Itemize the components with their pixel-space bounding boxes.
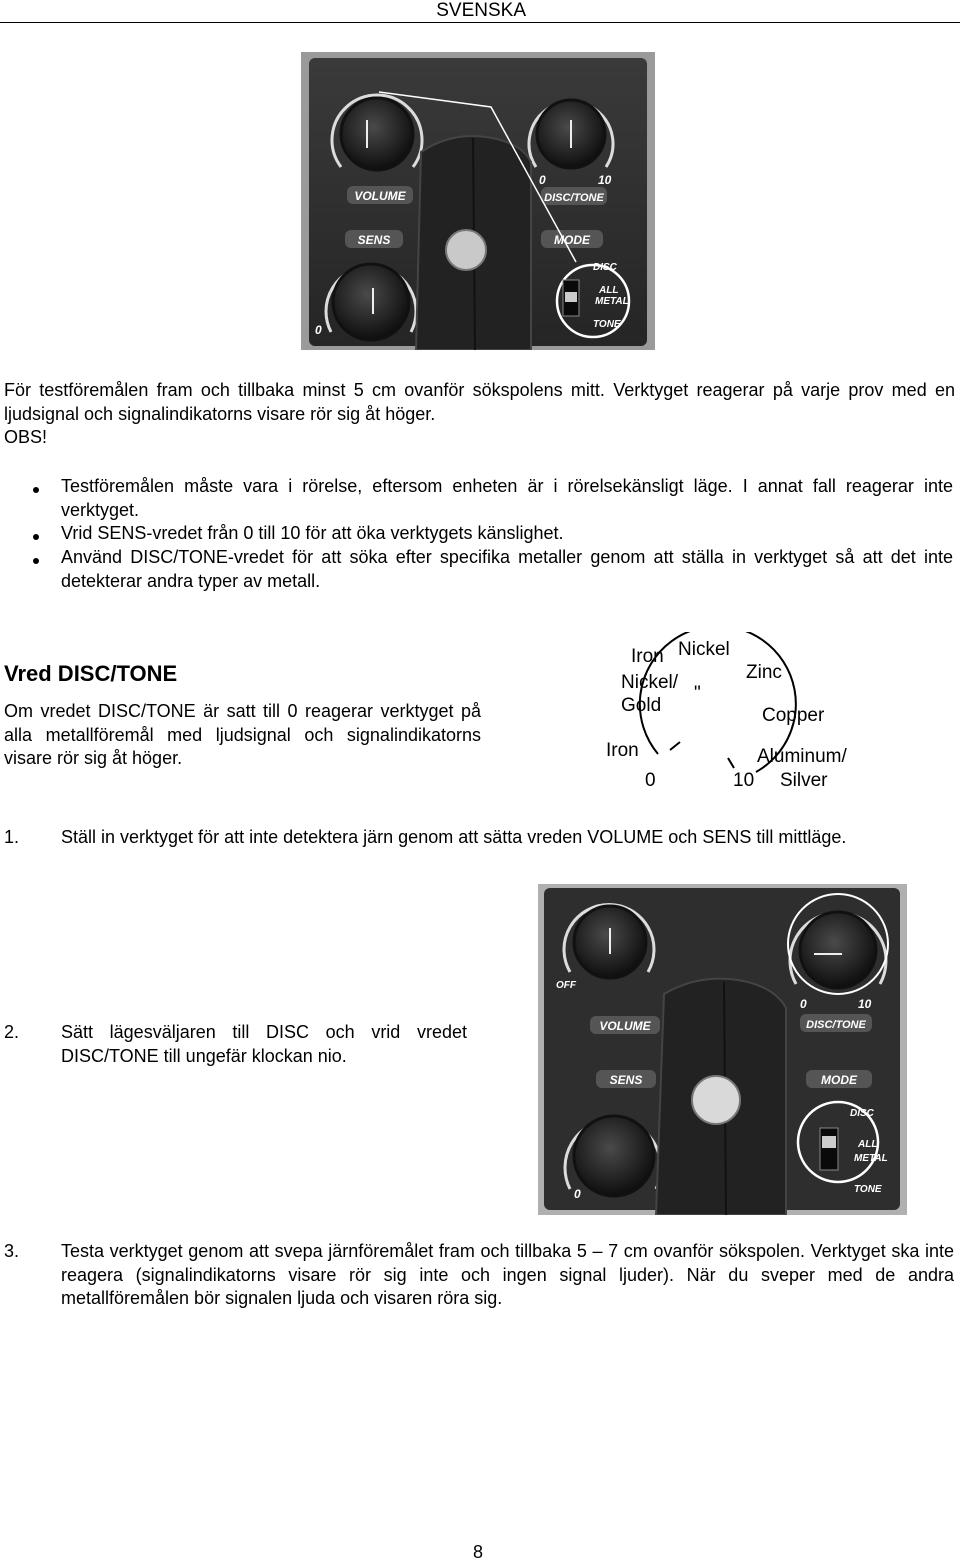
control-panel-photo-bottom xyxy=(538,884,907,1215)
scale-label-zinc: Zinc xyxy=(746,662,782,683)
mode-metal-label: METAL xyxy=(595,296,629,307)
mode-disc-label: DISC xyxy=(593,262,617,273)
scale-label-aluminum-1: Aluminum/ xyxy=(757,746,847,767)
handle-button xyxy=(446,230,486,270)
sens-knob xyxy=(574,1116,654,1196)
volume-knob xyxy=(341,98,413,170)
volume-off-label: OFF xyxy=(556,980,576,991)
mode-label: MODE xyxy=(821,1073,857,1087)
bullet-dot xyxy=(33,534,39,540)
disc-tone-min-label: 0 xyxy=(800,997,807,1011)
volume-label: VOLUME xyxy=(599,1019,651,1033)
scale-label-iron-left: Iron xyxy=(606,740,639,761)
scale-label-copper: Copper xyxy=(762,705,825,726)
mode-all-label: ALL xyxy=(599,285,619,296)
bullet-dot xyxy=(33,487,39,493)
step-number-3: 3. xyxy=(4,1241,20,1261)
handle-button xyxy=(692,1076,740,1124)
mode-all-label: ALL xyxy=(858,1139,878,1150)
mode-tone-label: TONE xyxy=(593,319,621,330)
header-title: SVENSKA xyxy=(436,0,526,21)
page-number: 8 xyxy=(473,1542,484,1562)
disc-scale-diagram xyxy=(596,632,866,797)
step-number-2: 2. xyxy=(4,1022,20,1042)
disc-tone-max-label: 10 xyxy=(858,997,872,1011)
disc-tone-min-label: 0 xyxy=(539,173,546,187)
sens-knob xyxy=(333,264,409,340)
volume-label: VOLUME xyxy=(354,189,406,203)
disc-tone-paragraph: Om vredet DISC/TONE är satt till 0 reagerar verktyget på alla metallföremål med ljudsignal och signalindikatorns visare rör sig åt höger. xyxy=(4,701,481,768)
disc-tone-max-label: 10 xyxy=(598,173,612,187)
scale-label-aluminum-2: Silver xyxy=(780,770,828,791)
sens-min-label: 0 xyxy=(315,323,322,337)
obs-bullet-3: Använd DISC/TONE-vredet för att söka efter specifika metaller genom att ställa in verktyget så att det inte detekterar andra typer av metall. xyxy=(61,547,953,591)
obs-bullet-1: Testföremålen måste vara i rörelse, eftersom enheten är i rörelsekänsligt läge. I annat fall reagerar inte verktyget. xyxy=(61,476,953,520)
mode-tone-label: TONE xyxy=(854,1184,882,1195)
disc-tone-knob xyxy=(800,912,876,988)
control-panel-illustration xyxy=(301,52,655,350)
step-text-3: Testa verktyget genom att svepa järnföremålet fram och tillbaka 5 – 7 cm ovanför sökspolen. Verktyget ska inte reagera (signalindikatorns visare rör sig inte och ingen signal ljuder). När du sveper med de andra metallföremålen bör signalen ljuda och visaren röra sig. xyxy=(61,1241,954,1308)
obs-bullet-2: Vrid SENS-vredet från 0 till 10 för att öka verktygets känslighet. xyxy=(61,523,564,543)
bullet-dot xyxy=(33,558,39,564)
mode-label: MODE xyxy=(554,233,590,247)
intro-paragraph: För testföremålen fram och tillbaka minst 5 cm ovanför sökspolens mitt. Verktyget reagerar på varje prov med en ljudsignal och signalindikatorns visare rör sig åt höger. xyxy=(4,380,955,424)
sens-label: SENS xyxy=(609,1073,643,1087)
scale-label-iron-top: Iron xyxy=(631,646,664,667)
step-text-1: Ställ in verktyget för att inte detektera järn genom att sätta vreden VOLUME och SENS till mittläge. xyxy=(61,827,847,847)
sens-min-label: 0 xyxy=(574,1187,581,1201)
disc-tone-label: DISC/TONE xyxy=(544,192,604,204)
sens-label: SENS xyxy=(357,233,391,247)
control-panel-illustration-2 xyxy=(538,884,907,1215)
mode-disc-label: DISC xyxy=(850,1108,874,1119)
step-text-2: Sätt lägesväljaren till DISC och vrid vredet DISC/TONE till ungefär klockan nio. xyxy=(61,1022,467,1066)
scale-tick-mark: " xyxy=(694,683,701,704)
scale-label-zero: 0 xyxy=(645,770,656,791)
disc-tone-label: DISC/TONE xyxy=(806,1019,866,1031)
disc-tone-heading: Vred DISC/TONE xyxy=(4,661,178,686)
scale-label-nickel-gold-1: Nickel/ xyxy=(621,672,679,693)
control-panel-photo-top xyxy=(301,52,655,350)
step-number-1: 1. xyxy=(4,827,20,847)
mode-metal-label: METAL xyxy=(854,1153,888,1164)
scale-label-nickel-gold-2: Gold xyxy=(621,695,662,716)
scale-label-nickel: Nickel xyxy=(678,639,730,660)
obs-title: OBS! xyxy=(4,427,48,447)
page-header xyxy=(0,0,960,23)
scale-label-ten: 10 xyxy=(733,770,755,791)
